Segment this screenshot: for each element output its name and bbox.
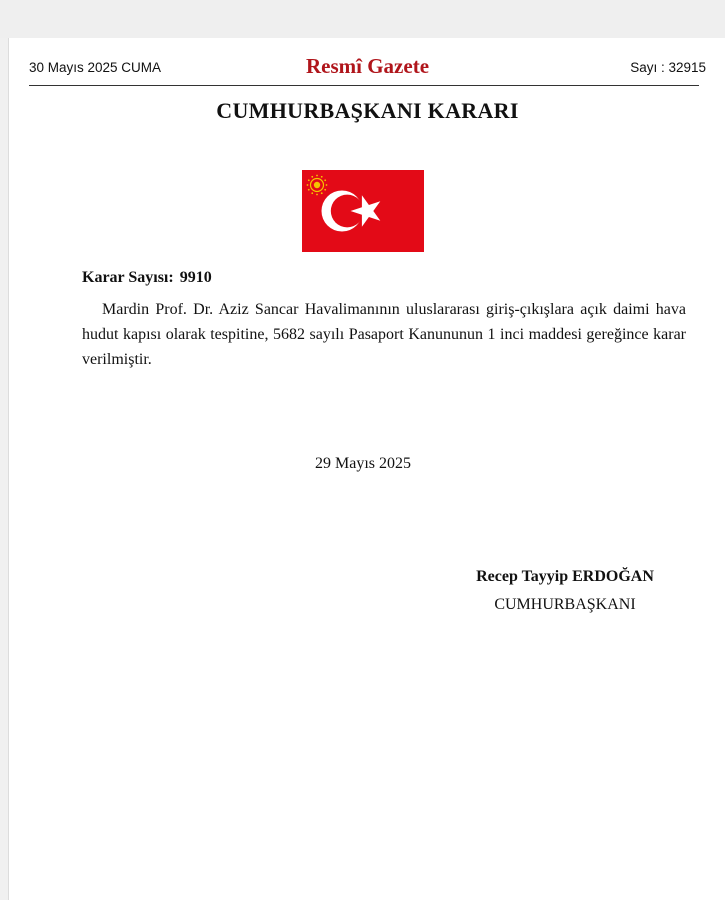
decision-body-text: Mardin Prof. Dr. Aziz Sancar Havalimanının uluslararası giriş-çıkışlara açık daimi hava hudut kapısı olarak tespitine, 5682 sayılı Pasaport Kanununun 1 inci maddesi gereğince karar verilmiştir. [82,301,686,368]
issue-number: Sayı : 32915 [630,60,706,75]
document-page [8,38,725,900]
decision-body [82,297,686,372]
document-type-heading: CUMHURBAŞKANI KARARI [216,98,519,123]
decision-number-label: Karar Sayısı: [82,269,174,286]
decision-date: 29 Mayıs 2025 [315,455,411,472]
header-date: 30 Mayıs 2025 CUMA [29,60,162,75]
gazette-header [29,56,706,84]
header-divider [29,85,699,86]
decision-number-line [82,269,212,287]
gazette-title: Resmî Gazete [305,54,430,78]
decision-number-value: 9910 [179,269,212,286]
signatory-title: CUMHURBAŞKANI [494,596,636,613]
signatory-name: Recep Tayyip ERDOĞAN [476,568,654,585]
turkish-flag-icon [302,170,424,252]
top-strip [0,0,725,38]
